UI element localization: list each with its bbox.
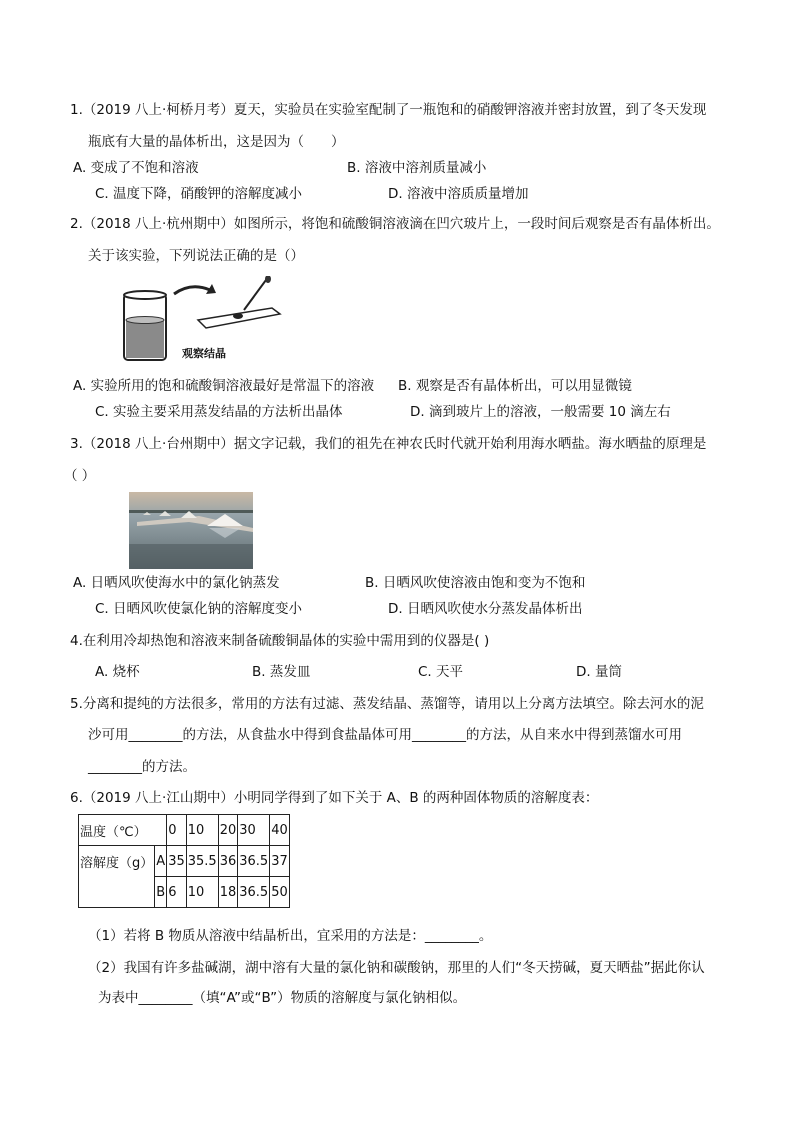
solubility-table <box>78 814 290 908</box>
table-cell: 36.5 <box>238 846 270 877</box>
table-cell: 20 <box>218 815 238 846</box>
q1-stem-line1: 1.（2019 八上·柯桥月考）夏天，实验员在实验室配制了一瓶饱和的硝酸钾溶液并密封放置，到了冬天发现 <box>70 102 707 118</box>
q3-stem-line2: （ ） <box>64 468 96 484</box>
q4-option-c: C. 天平 <box>418 664 464 680</box>
q2-stem-line1: 2.（2018 八上·杭州期中）如图所示，将饱和硫酸铜溶液滴在凹穴玻片上，一段时间后观察是否有晶体析出。 <box>70 216 720 232</box>
temperature-header: 温度（℃） <box>79 815 167 846</box>
q3-option-a: A. 日晒风吹使海水中的氯化钠蒸发 <box>73 575 280 591</box>
q6-subquestion-2-line1: （2）我国有许多盐碱湖，湖中溶有大量的氯化钠和碳酸钠，那里的人们“冬天捞碱，夏天晒盐”据此你认 <box>88 960 705 976</box>
table-cell: 35 <box>167 846 187 877</box>
q2-option-d: D. 滴到玻片上的溶液，一般需要 10 滴左右 <box>410 404 671 420</box>
table-cell: 36.5 <box>238 877 270 908</box>
q4-option-a: A. 烧杯 <box>95 664 140 680</box>
q1-stem-line2: 瓶底有大量的晶体析出，这是因为（ ） <box>88 134 345 150</box>
table-cell: 18 <box>218 877 238 908</box>
q2-option-a: A. 实验所用的饱和硫酸铜溶液最好是常温下的溶液 <box>73 378 375 394</box>
q3-stem-line1: 3.（2018 八上·台州期中）据文字记载，我们的祖先在神农氏时代就开始利用海水晒盐。海水晒盐的原理是 <box>70 436 707 452</box>
q6-stem: 6.（2019 八上·江山期中）小明同学得到了如下关于 A、B 的两种固体物质的溶解度表： <box>70 790 599 806</box>
q1-option-d: D. 溶液中溶质质量增加 <box>388 186 529 202</box>
salt-pan-photo <box>129 492 253 569</box>
table-cell: 37 <box>270 846 290 877</box>
q2-option-c: C. 实验主要采用蒸发结晶的方法析出晶体 <box>95 404 343 420</box>
q4-option-d: D. 量筒 <box>576 664 622 680</box>
q6-subquestion-1: （1）若将 B 物质从溶液中结晶析出，宜采用的方法是：________。 <box>88 928 493 944</box>
table-cell: 10 <box>186 815 218 846</box>
table-row <box>79 815 290 846</box>
q3-option-b: B. 日晒风吹使溶液由饱和变为不饱和 <box>365 575 586 591</box>
row-label-b: B <box>155 877 167 908</box>
table-cell: 35.5 <box>186 846 218 877</box>
solubility-header: 溶解度（g） <box>79 846 155 908</box>
row-label-a: A <box>155 846 167 877</box>
q3-option-c: C. 日晒风吹使氯化钠的溶解度变小 <box>95 601 303 617</box>
q5-line1: 5.分离和提纯的方法很多，常用的方法有过滤、蒸发结晶、蒸馏等，请用以上分离方法填空。除去河水的泥 <box>70 696 704 712</box>
q3-option-d: D. 日晒风吹使水分蒸发晶体析出 <box>388 601 583 617</box>
table-cell: 30 <box>238 815 270 846</box>
table-cell: 50 <box>270 877 290 908</box>
q1-option-b: B. 溶液中溶剂质量减小 <box>347 160 487 176</box>
table-cell: 10 <box>186 877 218 908</box>
q5-line3: ________的方法。 <box>88 759 196 775</box>
q6-subquestion-2-line2: 为表中________（填“A”或“B”）物质的溶解度与氯化钠相似。 <box>98 990 467 1006</box>
q1-option-a: A. 变成了不饱和溶液 <box>73 160 199 176</box>
q4-stem: 4.在利用冷却热饱和溶液来制备硫酸铜晶体的实验中需用到的仪器是( ) <box>70 633 490 649</box>
table-cell: 0 <box>167 815 187 846</box>
q2-stem-line2: 关于该实验，下列说法正确的是（） <box>88 248 304 264</box>
table-cell: 6 <box>167 877 187 908</box>
q4-option-b: B. 蒸发皿 <box>252 664 311 680</box>
q2-figure-caption: 观察结晶 <box>182 347 226 360</box>
table-cell: 40 <box>270 815 290 846</box>
q5-line2: 沙可用________的方法，从食盐水中得到食盐晶体可用________的方法，从自来水中得到蒸馏水可用 <box>88 727 682 743</box>
q1-option-c: C. 温度下降，硝酸钾的溶解度减小 <box>95 186 303 202</box>
q2-option-b: B. 观察是否有晶体析出，可以用显微镜 <box>398 378 632 394</box>
table-row <box>79 846 290 877</box>
salt-pile-illustration <box>129 492 253 569</box>
table-cell: 36 <box>218 846 238 877</box>
